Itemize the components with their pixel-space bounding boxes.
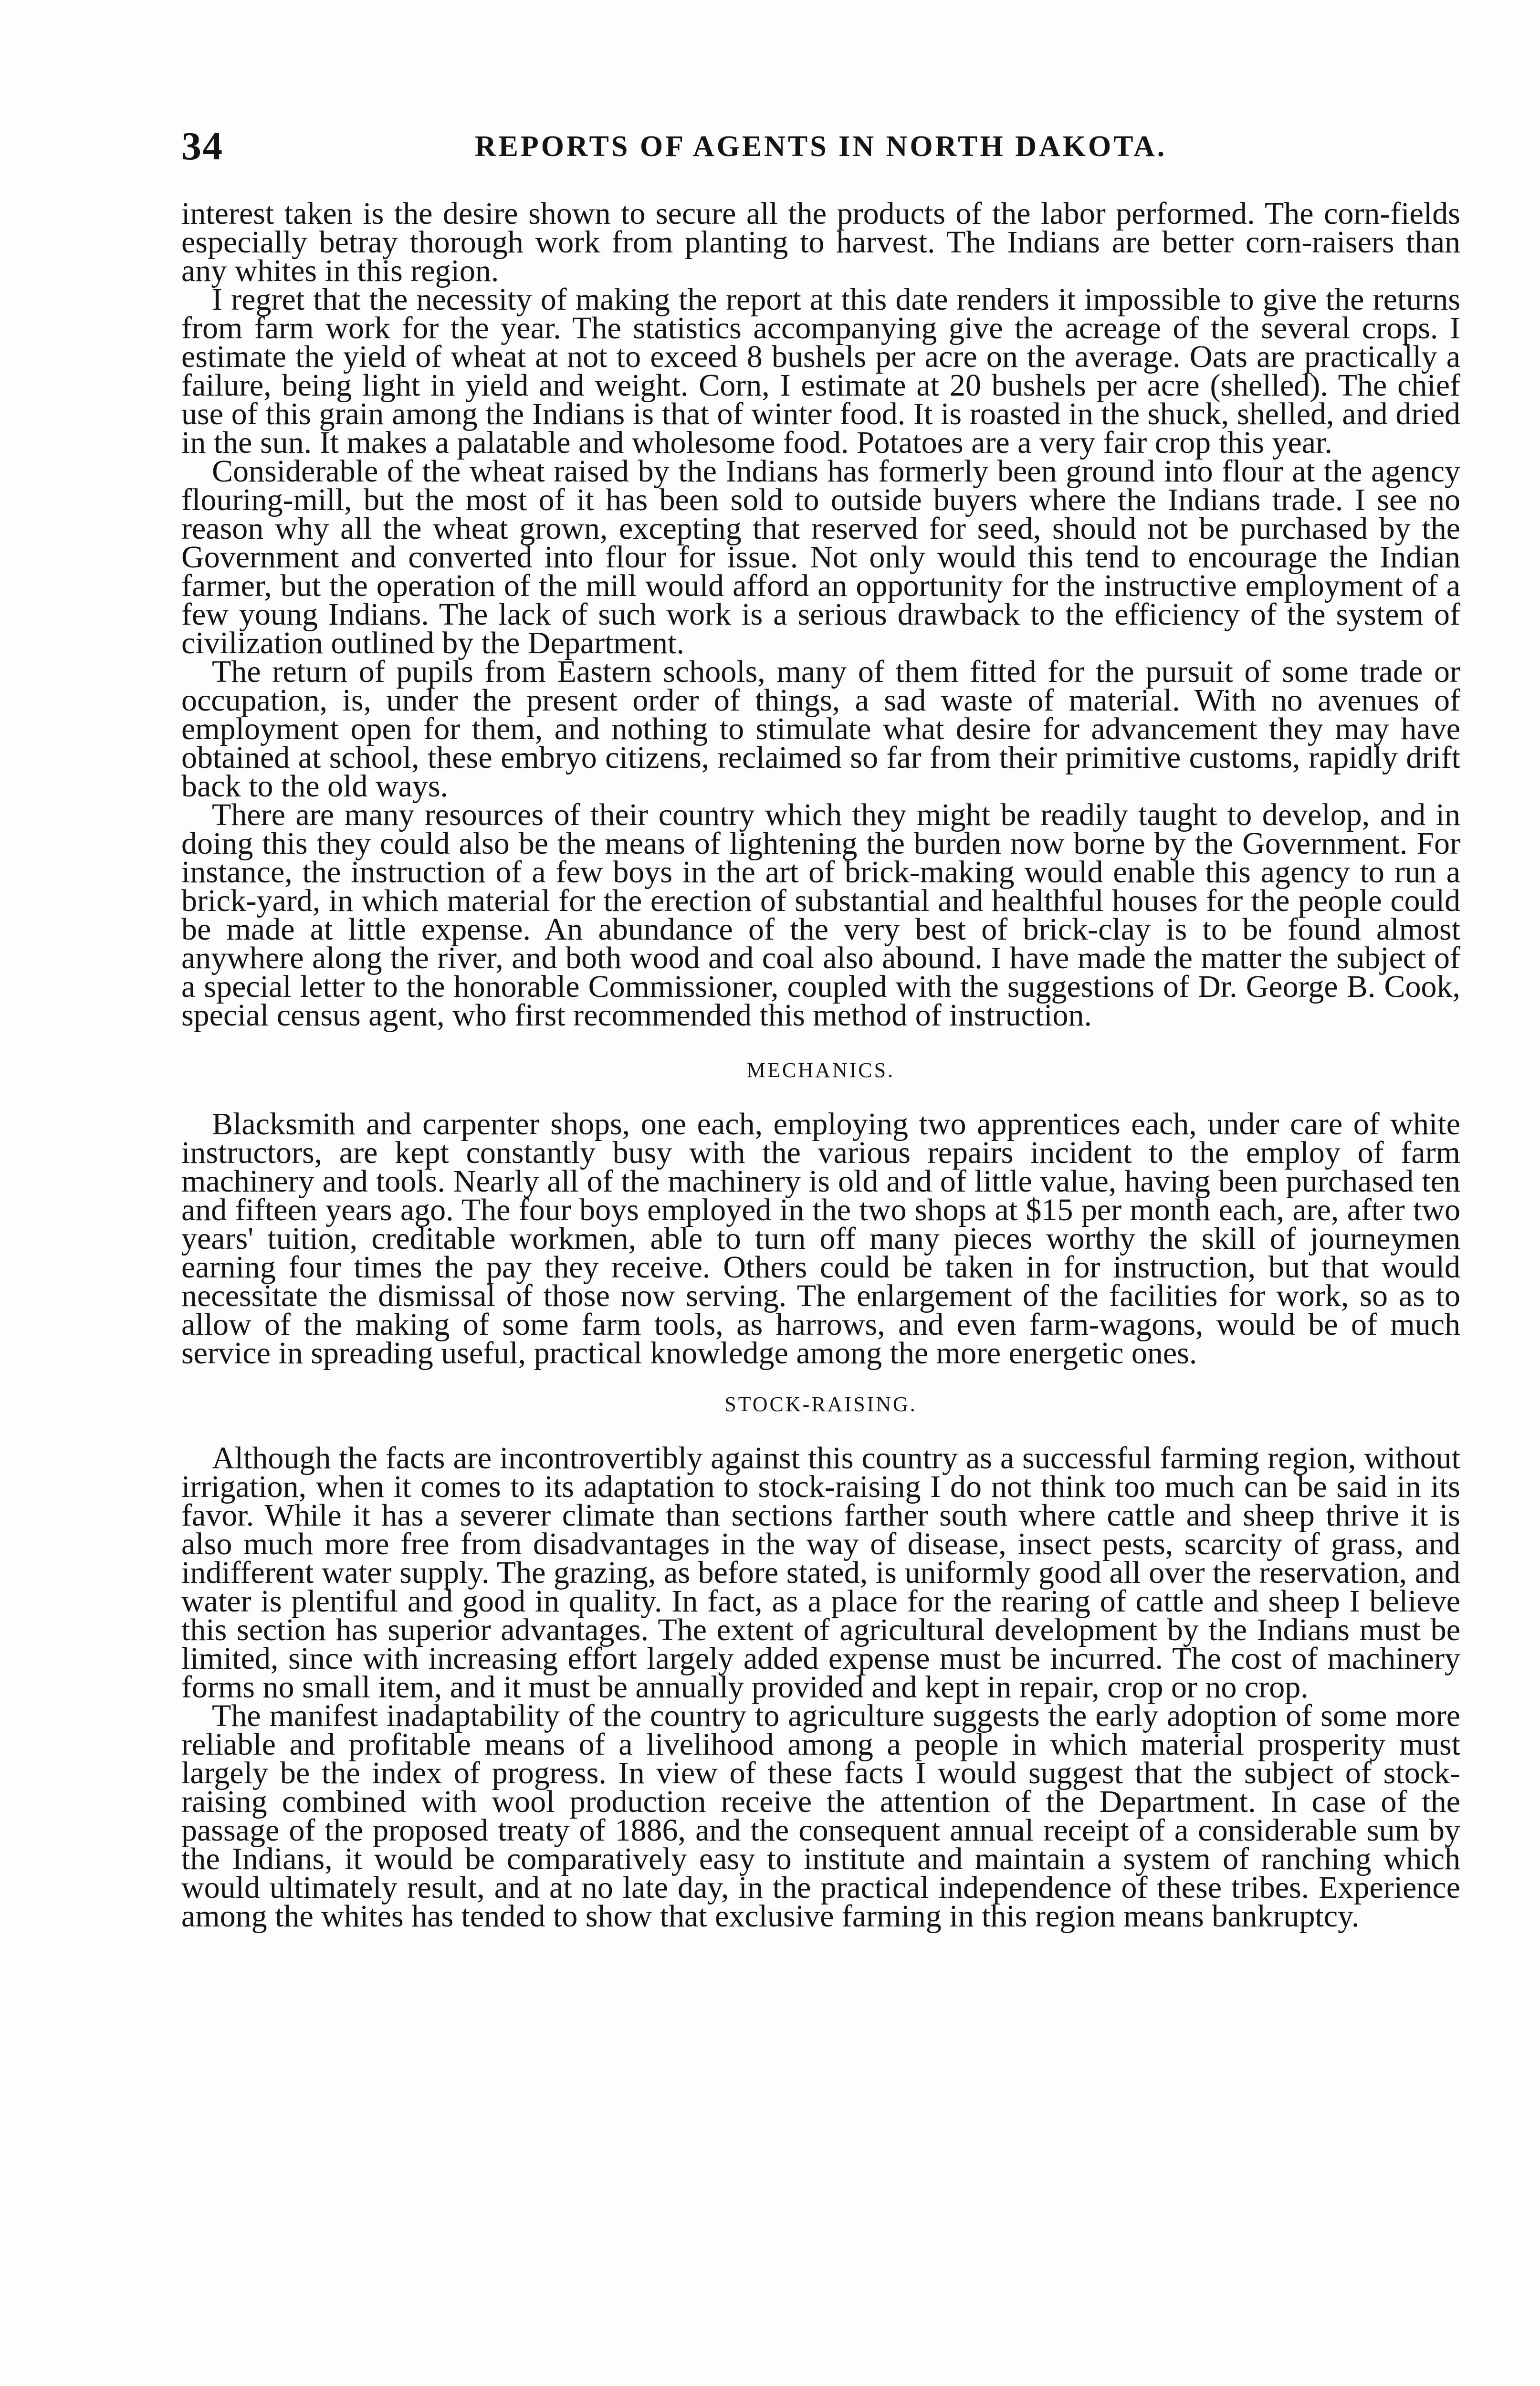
- section-heading-mechanics: MECHANICS.: [746, 1058, 895, 1082]
- page-number: 34: [181, 124, 223, 168]
- paragraph-shops: Blacksmith and carpenter shops, one each, employing two apprentices each, under care of white instructors, are kept constantly busy with the various repairs incident to the employ of farm machinery and tools. Nearly all of the machinery is old and of little value, having been purchased ten and fifteen years ago. The four boys employed in the two shops at $15 per month each, are, after two years' tuition, creditable workmen, able to turn off many pieces worthy the skill of journeymen earning four times the pay they receive. Others could be taken in for instruction, but that would necessitate the dismissal of those now serving. The enlargement of the facilities for work, so as to allow of the making of some farm tools, as harrows, and even farm-wagons, would be of much service in spreading useful, practical knowledge among the more energetic ones.: [181, 1107, 1460, 1371]
- paragraph-continued: interest taken is the desire shown to secure all the products of the labor performed. The corn-fields especially betray thorough work from planting to harvest. The Indians are better corn-raisers than any whites in this region.: [181, 196, 1460, 288]
- running-title: REPORTS OF AGENTS IN NORTH DAKOTA.: [474, 130, 1167, 163]
- body-text: [181, 196, 1460, 1934]
- section-heading-stock-raising: STOCK-RAISING.: [724, 1392, 917, 1416]
- paragraph-returns: I regret that the necessity of making the report at this date renders it impossible to give the returns from farm work for the year. The statistics accompanying give the acreage of the several crops. I estimate the yield of wheat at not to exceed 8 bushels per acre on the average. Oats are practically a failure, being light in yield and weight. Corn, I estimate at 20 bushels per acre (shelled). The chief use of this grain among the Indians is that of winter food. It is roasted in the shuck, shelled, and dried in the sun. It makes a palatable and wholesome food. Potatoes are a very fair crop this year.: [181, 282, 1460, 460]
- paragraph-wheat-flour: Considerable of the wheat raised by the Indians has formerly been ground into flour at the agency flouring-mill, but the most of it has been sold to outside buyers where the Indians trade. I see no reason why all the wheat grown, excepting that reserved for seed, should not be purchased by the Government and converted into flour for issue. Not only would this tend to encourage the Indian farmer, but the operation of the mill would afford an opportunity for the instructive employment of a few young Indians. The lack of such work is a serious drawback to the efficiency of the system of civilization outlined by the Department.: [181, 454, 1460, 660]
- running-header: [181, 123, 1460, 176]
- paragraph-ranching-proposal: The manifest inadaptability of the country to agriculture suggests the early adoption of some more reliable and profitable means of a livelihood among a people in which material prosperity must largely be the index of progress. In view of these facts I would suggest that the subject of stock-raising combined with wool production receive the attention of the Department. In case of the passage of the proposed treaty of 1886, and the consequent annual receipt of a considerable sum by the Indians, it would be comparatively easy to institute and maintain a system of ranching which would ultimately result, and at no late day, in the practical independence of these tribes. Experience among the whites has tended to show that exclusive farming in this region means bankruptcy.: [181, 1698, 1460, 1934]
- paragraph-returned-pupils: The return of pupils from Eastern schools, many of them fitted for the pursuit of some trade or occupation, is, under the present order of things, a sad waste of material. With no avenues of employment open for them, and nothing to stimulate what desire for advancement they may have obtained at school, these embryo citizens, reclaimed so far from their primitive customs, rapidly drift back to the old ways.: [181, 654, 1460, 804]
- paragraph-stock-advantages: Although the facts are incontrovertibly against this country as a successful farming region, without irrigation, when it comes to its adaptation to stock-raising I do not think too much can be said in its favor. While it has a severer climate than sections farther south where cattle and sheep thrive it is also much more free from disadvantages in the way of disease, insect pests, scarcity of grass, and indifferent water supply. The grazing, as before stated, is uniformly good all over the reservation, and water is plentiful and good in quality. In fact, as a place for the rearing of cattle and sheep I believe this section has superior advantages. The extent of agricultural development by the Indians must be limited, since with increasing effort largely added expense must be incurred. The cost of machinery forms no small item, and it must be annually provided and kept in repair, crop or no crop.: [181, 1441, 1460, 1705]
- paragraph-brick-making: There are many resources of their country which they might be readily taught to develop, and in doing this they could also be the means of lightening the burden now borne by the Government. For instance, the instruction of a few boys in the art of brick-making would enable this agency to run a brick-yard, in which material for the erection of substantial and healthful houses for the people could be made at little expense. An abundance of the very best of brick-clay is to be found almost anywhere along the river, and both wood and coal also abound. I have made the matter the subject of a special letter to the honorable Commissioner, coupled with the suggestions of Dr. George B. Cook, special census agent, who first recommended this method of instruction.: [181, 797, 1460, 1033]
